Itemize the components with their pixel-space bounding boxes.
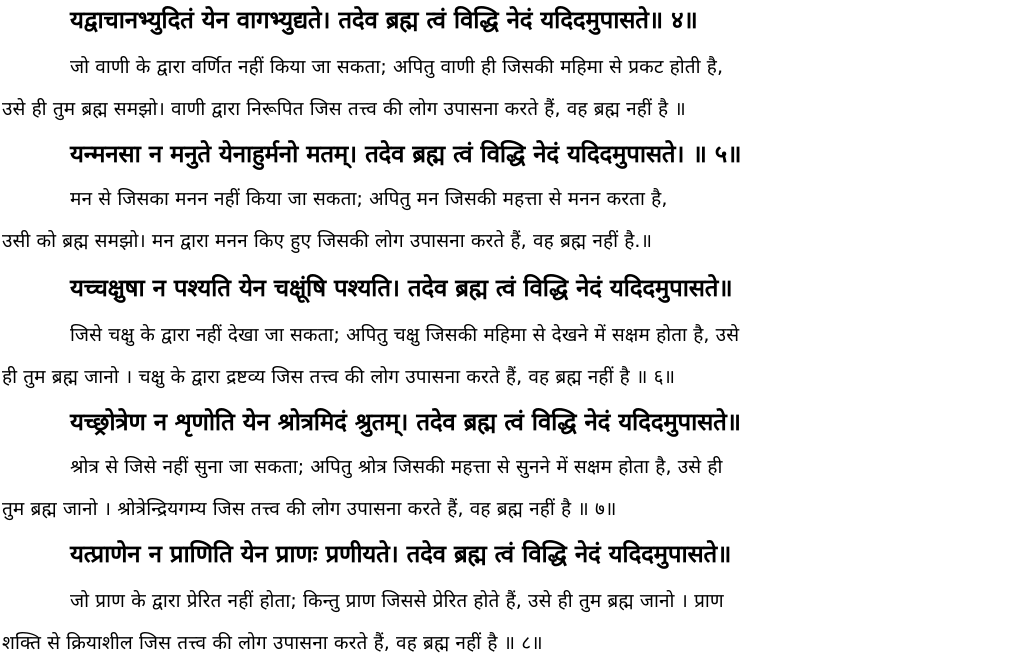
- verse-4-translation-line-2: उसे ही तुम ब्रह्म समझो। वाणी द्वारा निरूपित जिस तत्त्व की लोग उपासना करते हैं, वह ब्रह्म नहीं है ॥: [2, 98, 686, 120]
- verse-8-shloka: यत्प्राणेन न प्राणिति येन प्राणः प्रणीयते। तदेव ब्रह्म त्वं विद्धि नेदं यदिदमुपासते॥: [70, 540, 732, 568]
- verse-8-translation-line-1: जो प्राण के द्वारा प्रेरित नहीं होता; किन्तु प्राण जिससे प्रेरित होते हैं, उसे ही तुम ब्रह्म जानो । प्राण: [70, 590, 724, 612]
- verse-5-translation-line-2: उसी को ब्रह्म समझो। मन द्वारा मनन किए हुए जिसकी लोग उपासना करते हैं, वह ब्रह्म नहीं है.॥: [2, 230, 653, 252]
- verse-4-shloka: यद्वाचानभ्युदितं येन वागभ्युद्यते। तदेव ब्रह्म त्वं विद्धि नेदं यदिदमुपासते॥ ४॥: [70, 6, 698, 34]
- verse-7-translation-line-2: तुम ब्रह्म जानो । श्रोत्रेन्द्रियगम्य जिस तत्त्व की लोग उपासना करते हैं, वह ब्रह्म नहीं है ॥ ७॥: [2, 498, 617, 520]
- verse-7-shloka: यच्छ्रोत्रेण न शृणोति येन श्रोत्रमिदं श्रुतम्। तदेव ब्रह्म त्वं विद्धि नेदं यदिदमुपासते॥: [70, 408, 741, 436]
- verse-6-translation-line-2: ही तुम ब्रह्म जानो । चक्षु के द्वारा द्रष्टव्य जिस तत्त्व की लोग उपासना करते हैं, वह ब्रह्म नहीं है ॥ ६॥: [2, 366, 676, 388]
- verse-6-shloka: यच्चक्षुषा न पश्यति येन चक्षूंषि पश्यति। तदेव ब्रह्म त्वं विद्धि नेदं यदिदमुपासते॥: [70, 274, 733, 302]
- verse-6-translation-line-1: जिसे चक्षु के द्वारा नहीं देखा जा सकता; अपितु चक्षु जिसकी महिमा से देखने में सक्षम होता है, उसे: [70, 324, 740, 346]
- verse-5-shloka: यन्मनसा न मनुते येनाहुर्मनो मतम्। तदेव ब्रह्म त्वं विद्धि नेदं यदिदमुपासते। ॥ ५॥: [70, 140, 742, 168]
- verse-5-translation-line-1: मन से जिसका मनन नहीं किया जा सकता; अपितु मन जिसकी महत्ता से मनन करता है,: [70, 188, 668, 210]
- verse-7-translation-line-1: श्रोत्र से जिसे नहीं सुना जा सकता; अपितु श्रोत्र जिसकी महत्ता से सुनने में सक्षम होता है, उसे ही: [70, 456, 723, 478]
- verse-8-translation-line-2: शक्ति से क्रियाशील जिस तत्त्व की लोग उपासना करते हैं, वह ब्रह्म नहीं है ॥ ८॥: [2, 632, 543, 654]
- verse-4-translation-line-1: जो वाणी के द्वारा वर्णित नहीं किया जा सकता; अपितु वाणी ही जिसकी महिमा से प्रकट होती है,: [70, 56, 724, 78]
